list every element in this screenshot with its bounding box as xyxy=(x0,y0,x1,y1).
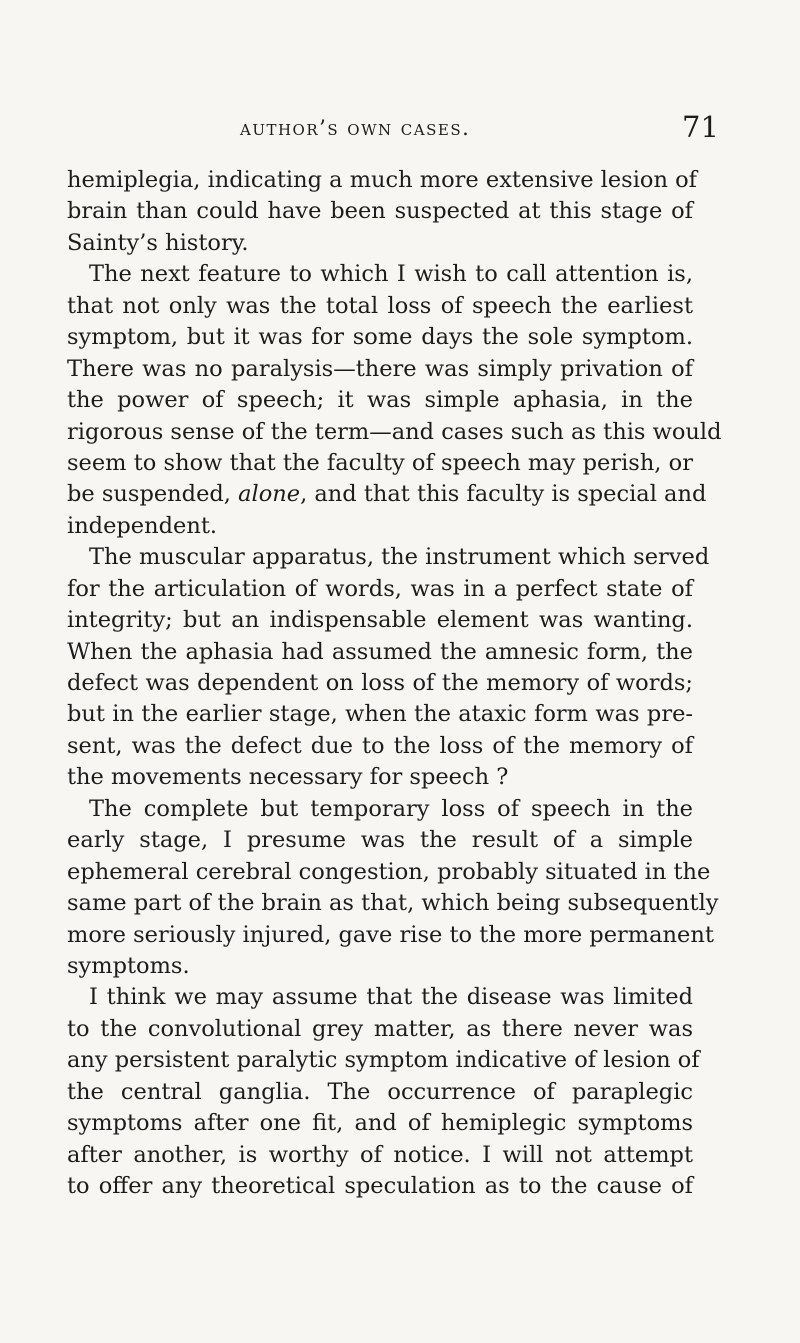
text-line: to the convolutional grey matter, as there never was xyxy=(67,1015,693,1042)
text-line: I think we may assume that the disease was limited xyxy=(89,984,693,1011)
text-line: early stage, I presume was the result of a simple xyxy=(67,827,693,854)
text-line: ephemeral cerebral congestion, probably situated in the xyxy=(67,858,711,885)
text-line: that not only was the total loss of speech the earliest xyxy=(67,292,693,319)
text-line: Sainty’s history. xyxy=(67,229,249,256)
text-line: the central ganglia. The occurrence of paraplegic xyxy=(67,1078,693,1105)
text-line: symptom, but it was for some days the sole symptom. xyxy=(67,324,693,351)
text-line: symptoms. xyxy=(67,952,190,979)
text-line: symptoms after one fit, and of hemiplegic symptoms xyxy=(67,1110,693,1137)
text-line: rigorous sense of the term—and cases such as this would xyxy=(67,418,722,445)
running-title: author’s own cases. xyxy=(240,116,471,140)
text-line: same part of the brain as that, which being subsequently xyxy=(67,890,719,917)
text-line: the movements necessary for speech ? xyxy=(67,764,509,791)
text-line: The muscular apparatus, the instrument which served xyxy=(89,544,710,571)
text-line: independent. xyxy=(67,512,218,539)
text-line: integrity; but an indispensable element was wanting. xyxy=(67,607,693,634)
emphasis-alone: alone xyxy=(238,481,301,508)
body-text xyxy=(67,165,722,1202)
text-line: seem to show that the faculty of speech may perish, or xyxy=(67,449,693,476)
text-line: brain than could have been suspected at this stage of xyxy=(67,198,693,225)
running-head xyxy=(0,110,800,150)
page-number: 71 xyxy=(682,110,719,144)
text-line-with-emphasis xyxy=(67,479,707,510)
text-line: any persistent paralytic symptom indicative of lesion of xyxy=(67,1047,700,1074)
text-line: for the articulation of words, was in a perfect state of xyxy=(67,575,693,602)
text-line: The complete but temporary loss of speech in the xyxy=(89,795,693,822)
text-line: defect was dependent on loss of the memory of words; xyxy=(67,670,693,696)
text-line: more seriously injured, gave rise to the more permanent xyxy=(67,921,714,948)
text-line: the power of speech; it was simple aphasia, in the xyxy=(67,387,693,414)
text-line: sent, was the defect due to the loss of the memory of xyxy=(67,732,693,759)
text-fragment: be suspended, xyxy=(67,481,239,508)
text-line: but in the earlier stage, when the ataxic form was pre- xyxy=(67,701,693,728)
text-line: There was no paralysis—there was simply privation of xyxy=(67,355,693,382)
text-fragment: , and that this faculty is special and xyxy=(300,481,707,508)
text-line: The next feature to which I wish to call attention is, xyxy=(89,261,693,288)
text-line: hemiplegia, indicating a much more extensive lesion of xyxy=(67,167,697,193)
text-line: to offer any theoretical speculation as to the cause of xyxy=(67,1173,693,1199)
text-line: after another, is worthy of notice. I will not attempt xyxy=(67,1141,693,1168)
text-line: When the aphasia had assumed the amnesic form, the xyxy=(67,638,693,665)
